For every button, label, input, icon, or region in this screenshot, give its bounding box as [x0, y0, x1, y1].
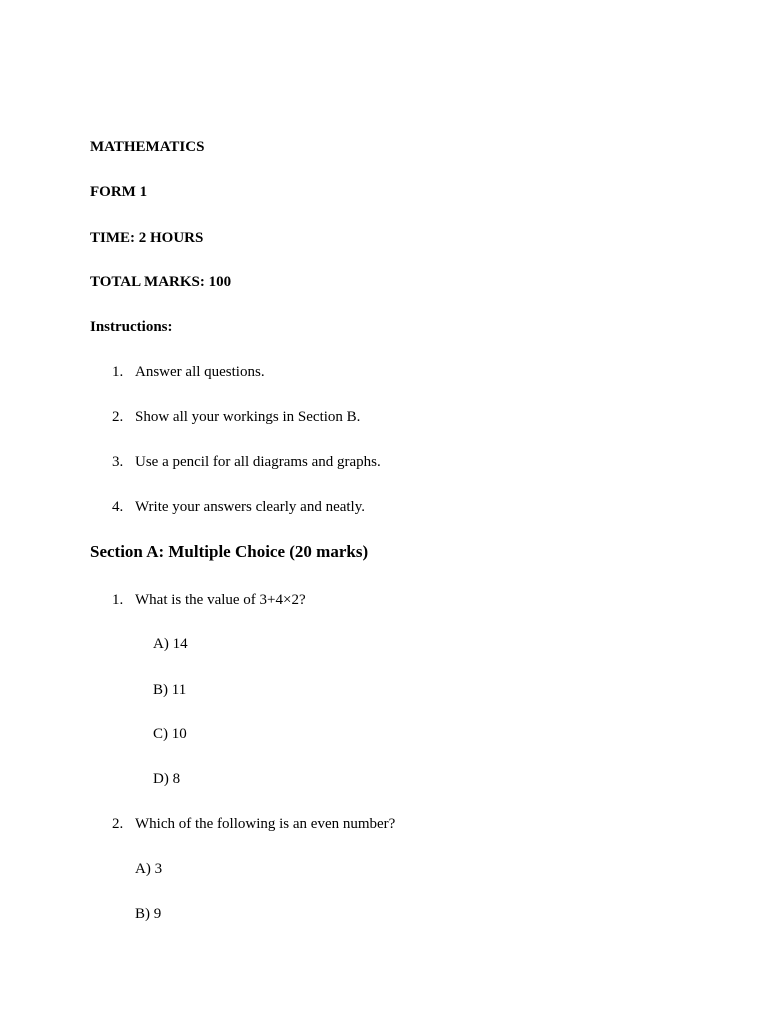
instruction-number: 4. [112, 499, 124, 515]
form-label: FORM 1 [90, 184, 148, 200]
question-text: What is the value of 3+4×2? [135, 592, 306, 608]
instructions-title: Instructions: [90, 319, 173, 335]
instruction-number: 3. [112, 454, 124, 470]
answer-option: B) 9 [135, 906, 162, 922]
total-marks-label: TOTAL MARKS: 100 [90, 274, 232, 290]
section-a-title: Section A: Multiple Choice (20 marks) [90, 542, 369, 561]
answer-option: B) 11 [153, 682, 187, 698]
answer-option: C) 10 [153, 726, 187, 742]
question-number: 2. [112, 816, 124, 832]
instruction-text: Show all your workings in Section B. [135, 409, 361, 425]
instruction-number: 2. [112, 409, 124, 425]
time-label: TIME: 2 HOURS [90, 230, 204, 246]
subject-title: MATHEMATICS [90, 139, 205, 155]
instruction-number: 1. [112, 364, 124, 380]
instruction-text: Use a pencil for all diagrams and graphs. [135, 454, 381, 470]
question-number: 1. [112, 592, 124, 608]
answer-option: A) 14 [153, 636, 188, 652]
answer-option: D) 8 [153, 771, 181, 787]
instruction-text: Answer all questions. [135, 364, 265, 380]
question-text: Which of the following is an even number? [135, 816, 396, 832]
instruction-text: Write your answers clearly and neatly. [135, 499, 365, 515]
answer-option: A) 3 [135, 861, 163, 877]
